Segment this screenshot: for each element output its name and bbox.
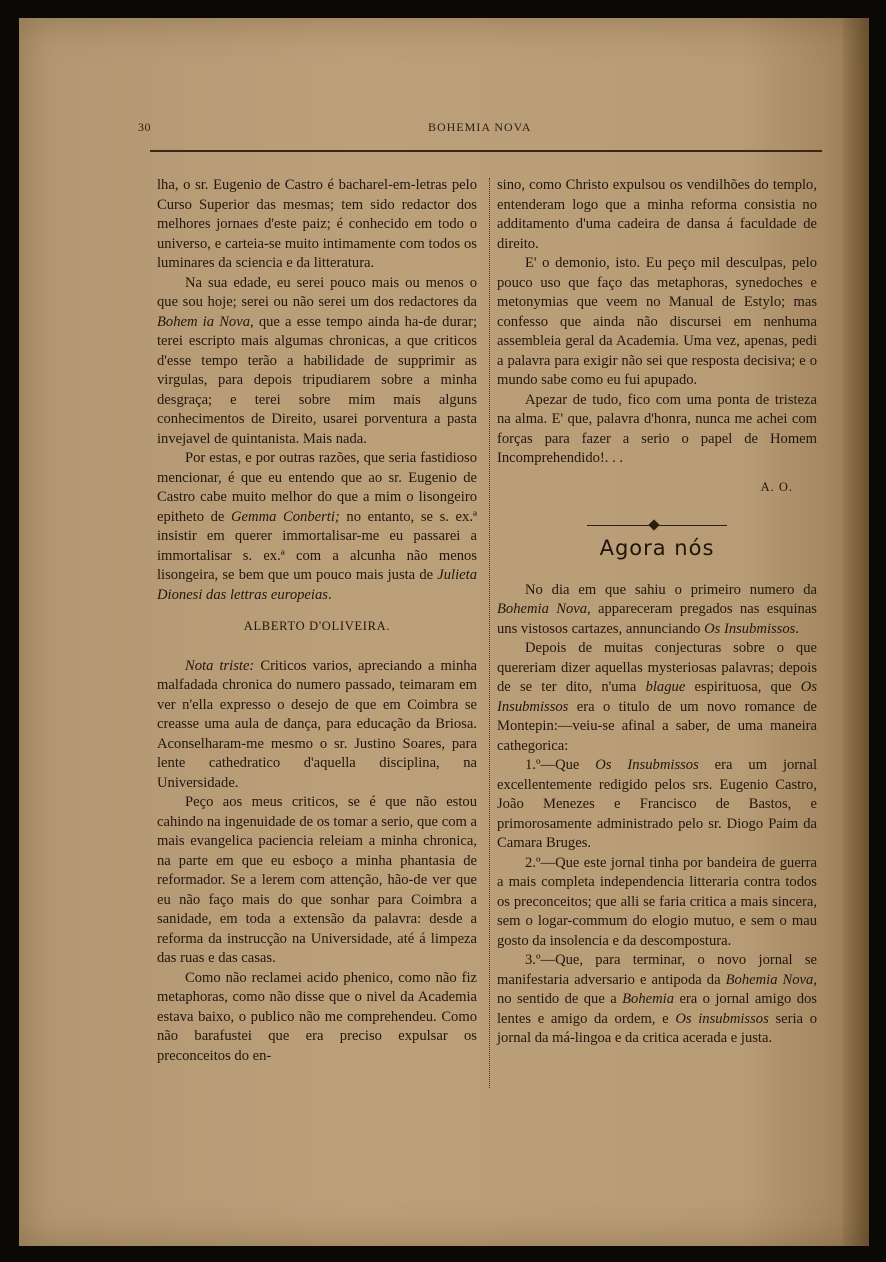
left-column [157, 176, 477, 1066]
page-number: 30 [138, 120, 151, 134]
section-ornament [497, 519, 817, 533]
ornament-diamond-icon [648, 519, 659, 530]
paragraph: 3.º—Que, para terminar, o novo jornal se manifestaria adversario e antipoda da Bohemia Nova, no sentido de que a Bohemia era o jornal amigo dos lentes e amigo da ordem, e Os insubmissos seria o jornal da má-lingoa e da critica acerada e justa. [497, 952, 817, 1046]
paragraph: 2.º—Que este jornal tinha por bandeira de guerra a mais completa independencia litteraria contra todos os preconceitos; que alli se faria critica a mais sincera, sem o logar-commum do elogio mutuo, e sem o mau gosto da insolencia e da descompostura. [497, 854, 817, 949]
paragraph: Por estas, e por outras razões, que seria fastidioso mencionar, é que eu entendo que ao sr. Eugenio de Castro cabe muito melhor do que a mim o lisongeiro epitheto de Gemma Conberti; no entanto, se s. ex.ª insistir em querer immortalisar-me eu passarei a immortalisar s. ex.ª com a alcunha não menos lisongeira, se bem que um pouco mais justa de Julieta Dionesi das lettras europeias. [157, 450, 477, 603]
running-head [138, 112, 822, 134]
paragraph: sino, como Christo expulsou os vendilhões do templo, entenderam logo que a minha reforma consistia no additamento d'uma cadeira de dansa á faculdade de direito. [497, 177, 817, 252]
paragraph: lha, o sr. Eugenio de Castro é bacharel-em-letras pelo Curso Superior das mesmas; tem sido redactor dos melhores jornaes d'este paiz; é conhecido em todo o universo, e carteia-se muito intimamente com todos os luminares da sciencia e da litteratura. [157, 177, 477, 271]
page-edge-shadow [843, 18, 869, 1246]
section-title: Agora nós [599, 536, 715, 560]
paragraph: Nota triste: Criticos varios, apreciando a minha malfadada chronica do numero passado, teimaram em ver n'ella expresso o desejo de que em Coimbra se creasse uma aula de dança, para educação da Briosa. Aconselharam-me mesmo o sr. Justino Soares, para lente cathedratico d'aquella disciplina, na Universidade. [157, 657, 478, 791]
paragraph: Como não reclamei acido phenico, como não fiz metaphoras, como não disse que o nivel da Academia estava baixo, o publico não me comprehendeu. Como não barafustei que era preciso expulsar os preconceitos do en- [157, 969, 477, 1064]
paragraph: Depois de muitas conjecturas sobre o que quereriam dizer aquellas mysteriosas palavras; depois de se ter dito, n'uma blague espirituosa, que Os Insubmissos era o titulo de um novo romance de Montepin:—veiu-se afinal a saber, de uma maneira cathegorica: [497, 640, 817, 754]
journal-title: BOHEMIA NOVA [428, 120, 532, 134]
paragraph: Apezar de tudo, fico com uma ponta de tristeza na alma. E' que, palavra d'honra, nunca me achei com forças para fazer a serio o papel de Homem Incomprehendido!. . . [497, 391, 817, 466]
paragraph: E' o demonio, isto. Eu peço mil desculpas, pelo pouco uso que faço das metaphoras, synedoches e metonymias que veem no Manual de Estylo; mas confesso que ainda não discursei em nenhuma assembleia geral da Academia. Uma vez, apenas, pedi a palavra para exigir não sei que resposta decisiva; e o mundo sabe como eu fui apupado. [497, 255, 817, 388]
paragraph: No dia em que sahiu o primeiro numero da Bohemia Nova, appareceram pregados nas esquinas uns vistosos cartazes, annunciando Os Insubmissos. [497, 581, 817, 637]
paragraph: Peço aos meus criticos, se é que não estou cahindo na ingenuidade de os tomar a serio, que com a mais evangelica paciencia releiam a minha chronica, na parte em que eu esboço a minha phantasia de reformador. Se a lerem com attenção, hão-de ver que eu não faço mais do que sonhar para Coimbra a sanidade, em toda a extensão da palavra: desde a reforma da instrucção na Universidade, até á limpeza das ruas e das casas. [157, 794, 477, 966]
column-divider [489, 178, 490, 1088]
paragraph: 1.º—Que Os Insubmissos era um jornal excellentemente redigido pelos srs. Eugenio Castro, João Menezes e Francisco de Bastos, e primorosamente administrado pelo sr. Diogo Paim da Camara Bruges. [497, 757, 817, 851]
right-column [497, 176, 817, 1049]
header-rule [150, 150, 822, 152]
paragraph: Na sua edade, eu serei pouco mais ou menos o que sou hoje; serei ou não serei um dos redactores da Bohem ia Nova, que a esse tempo ainda ha-de durar; terei escripto mais algumas chronicas, a que criticos d'esse tempo terão a habilidade de supprimir as virgulas, para depois tripudiarem sobre a minha desgraça; e terei sobre mim mais alguns conhecimentos de Direito, usarei porventura a pasta invejavel de quintanista. Mais nada. [157, 274, 477, 447]
author-signature: A. O. [760, 479, 793, 494]
author-signature: ALBERTO D'OLIVEIRA. [243, 619, 391, 633]
